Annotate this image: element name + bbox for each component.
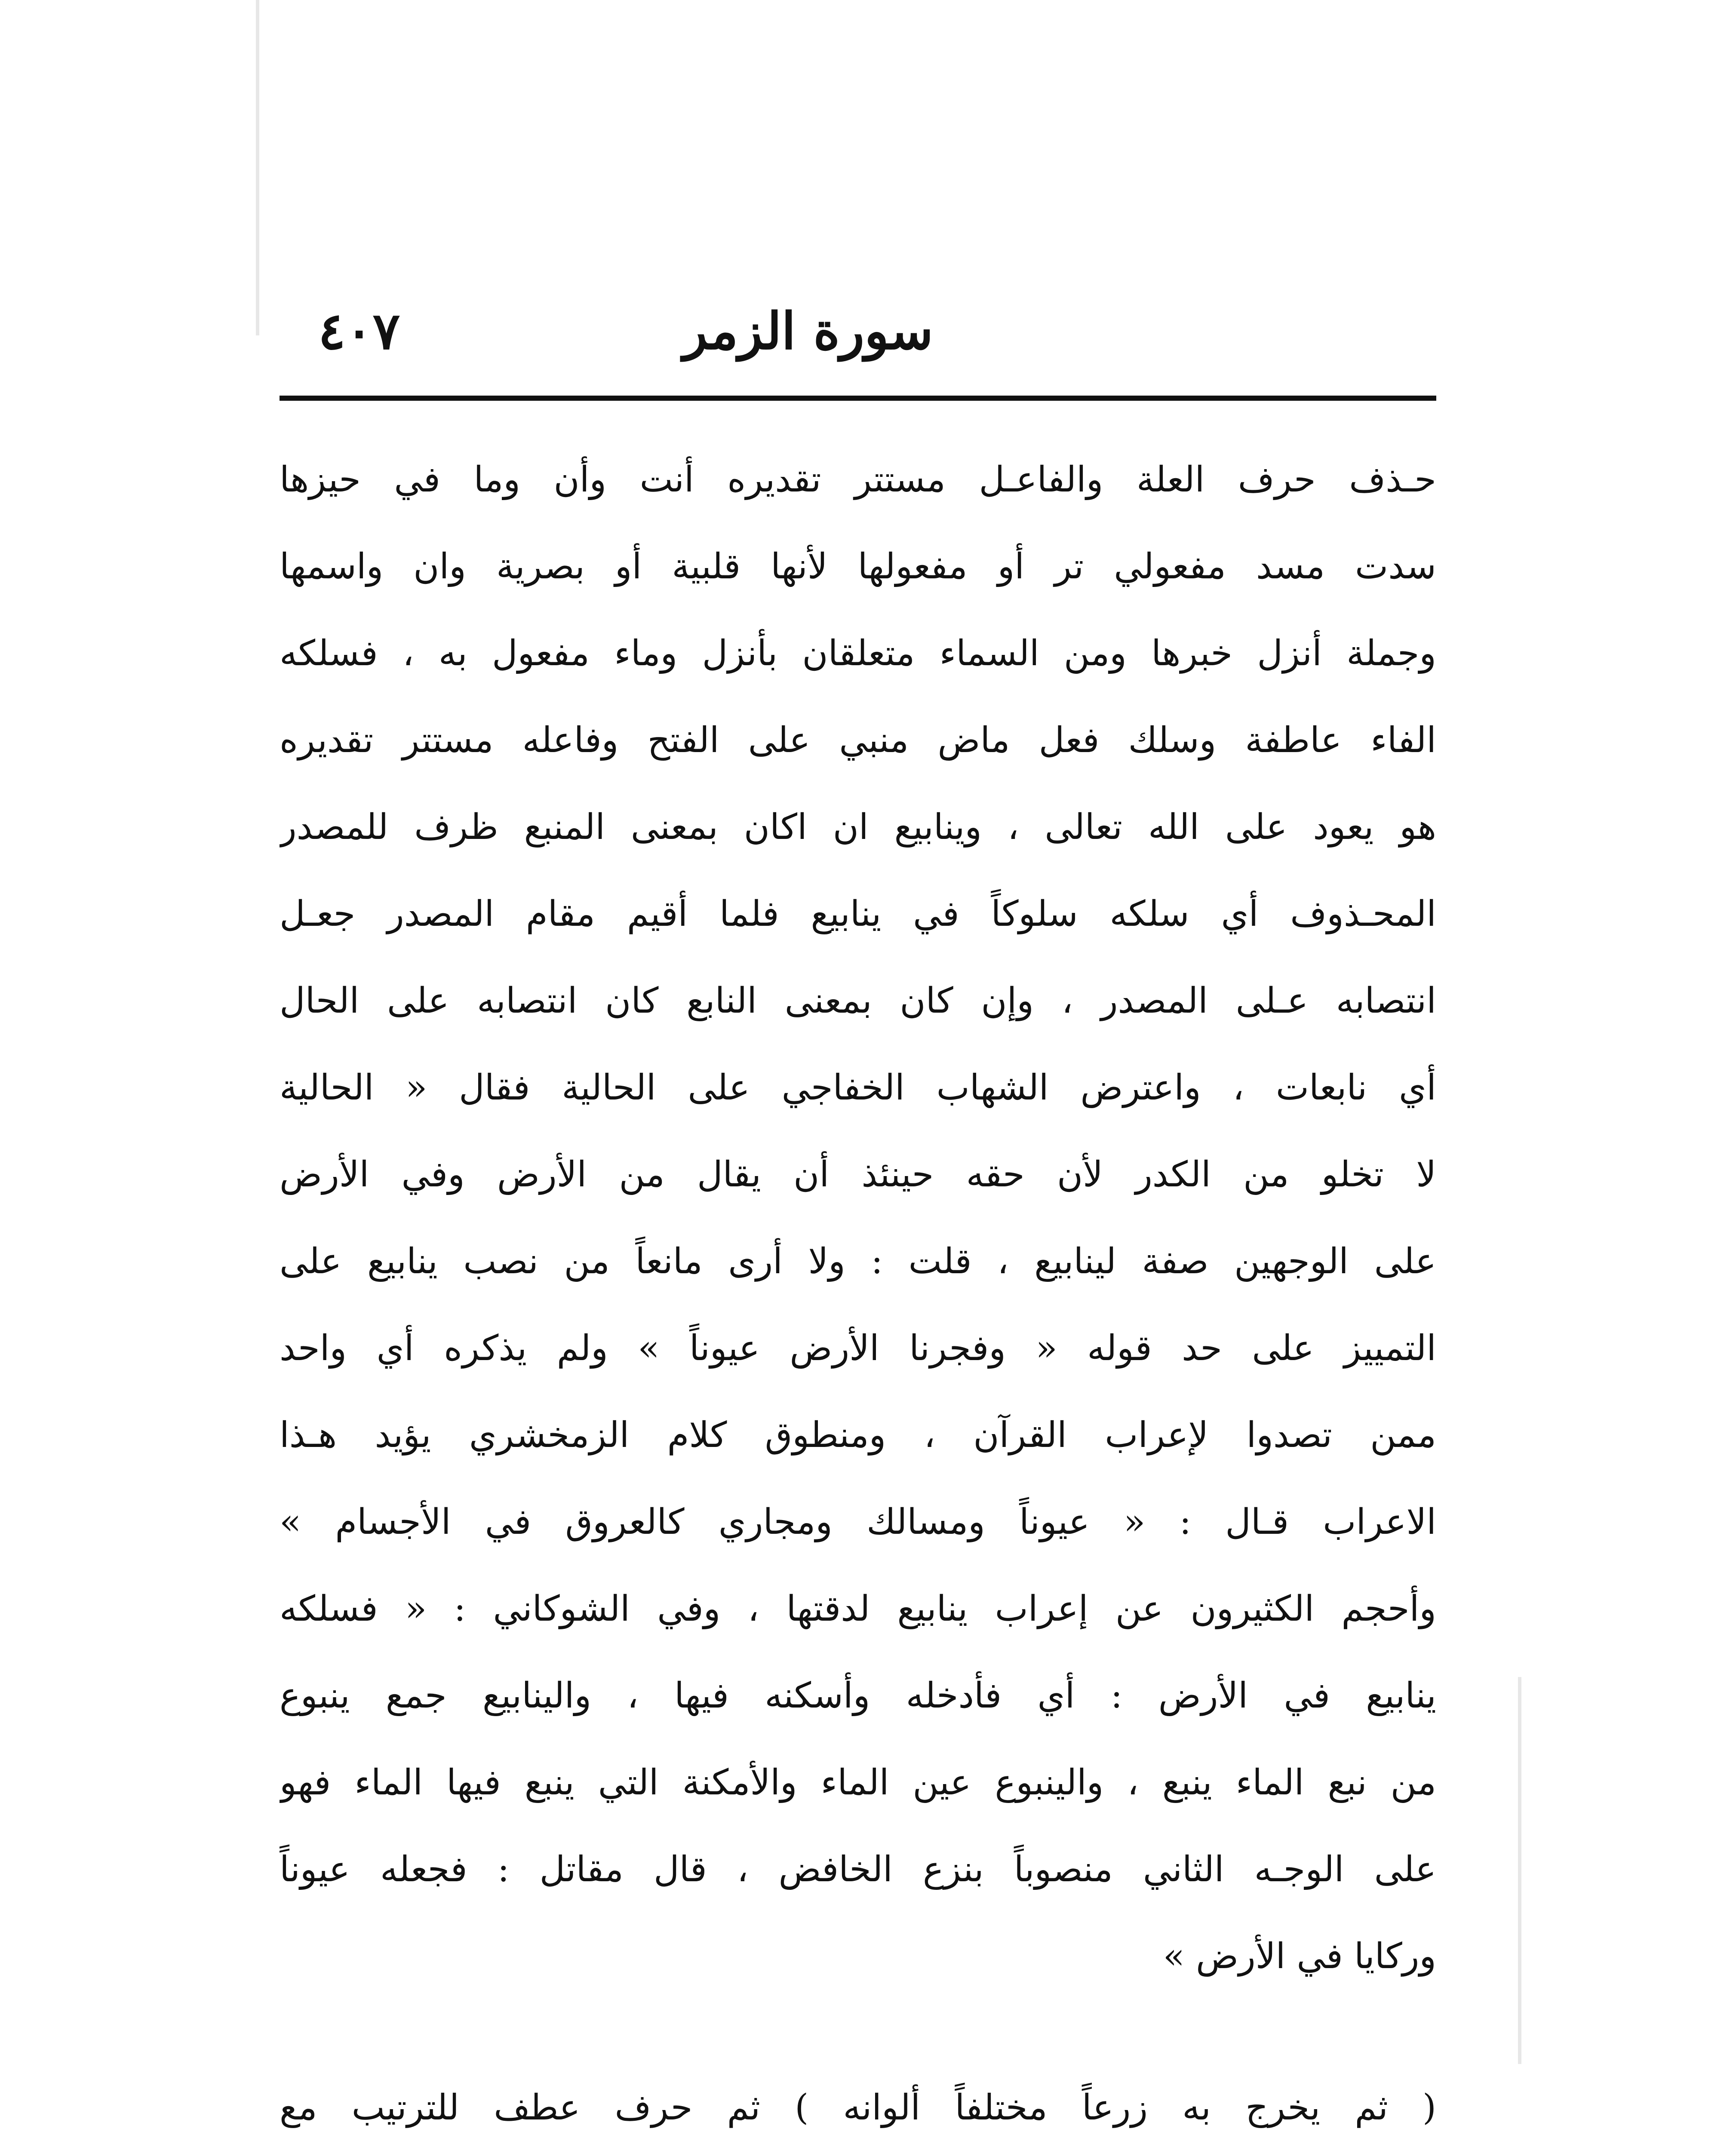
text-line: من نبع الماء ينبع ، والينبوع عين الماء والأمكنة التي ينبع فيها الماء فهو — [280, 1762, 1436, 1803]
text-line: أي نابعات ، واعترض الشهاب الخفاجي على الحالية فقال « الحالية — [280, 1067, 1436, 1108]
paragraph-1 — [280, 436, 1436, 2000]
text-line: ممن تصدوا لإعراب القرآن ، ومنطوق كلام الزمخشري يؤيد هـذا — [280, 1415, 1436, 1456]
body-text — [280, 436, 1436, 2150]
text-line: هو يعود على الله تعالى ، وينابيع ان اكان بمعنى المنبع ظرف للمصدر — [280, 807, 1436, 848]
header-rule — [280, 396, 1436, 401]
text-line: وأحجم الكثيرون عن إعراب ينابيع لدقتها ، وفي الشوكاني : « فسلكه — [280, 1588, 1436, 1629]
surah-title: سورة الزمر — [683, 301, 933, 361]
text-line: سدت مسد مفعولي تر أو مفعولها لأنها قلبية أو بصرية وان واسمها — [280, 546, 1436, 587]
page-number: ٤٠٧ — [318, 301, 400, 361]
text-line: ( ثم يخرج به زرعاً مختلفاً ألوانه ) ثم حرف عطف للترتيب مع — [280, 2087, 1436, 2128]
text-line: الفاء عاطفة وسلك فعل ماض منبي على الفتح وفاعله مستتر تقديره — [280, 720, 1436, 761]
text-line: وركايا في الأرض » — [1163, 1936, 1436, 1977]
scan-margin-mark — [1518, 1677, 1521, 2064]
text-line: حـذف حرف العلة والفاعـل مستتر تقديره أنت وأن وما في حيزها — [280, 459, 1436, 500]
paragraph-2 — [280, 2064, 1436, 2150]
paragraph-gap — [280, 2000, 1436, 2064]
text-line: وجملة أنزل خبرها ومن السماء متعلقان بأنزل وماء مفعول به ، فسلكه — [280, 633, 1436, 674]
text-line: انتصابه عـلى المصدر ، وإن كان بمعنى النابع كان انتصابه على الحال — [280, 980, 1436, 1021]
page-header — [280, 297, 1436, 383]
text-line: التمييز على حد قوله « وفجرنا الأرض عيوناً » ولم يذكره أي واحد — [280, 1328, 1436, 1369]
scan-margin-mark — [256, 0, 259, 335]
text-line: الاعراب قـال : « عيوناً ومسالك ومجاري كالعروق في الأجسام » — [280, 1502, 1436, 1542]
text-line: المحـذوف أي سلكه سلوكاً في ينابيع فلما أقيم مقام المصدر جعـل — [280, 894, 1436, 934]
text-line: لا تخلو من الكدر لأن حقه حينئذ أن يقال من الأرض وفي الأرض — [280, 1154, 1436, 1195]
text-line: على الوجـه الثاني منصوباً بنزع الخافض ، قال مقاتل : فجعله عيوناً — [280, 1849, 1436, 1890]
text-line: على الوجهين صفة لينابيع ، قلت : ولا أرى مانعاً من نصب ينابيع على — [280, 1241, 1436, 1282]
text-line: ينابيع في الأرض : أي فأدخله وأسكنه فيها ، والينابيع جمع ينبوع — [280, 1675, 1436, 1716]
